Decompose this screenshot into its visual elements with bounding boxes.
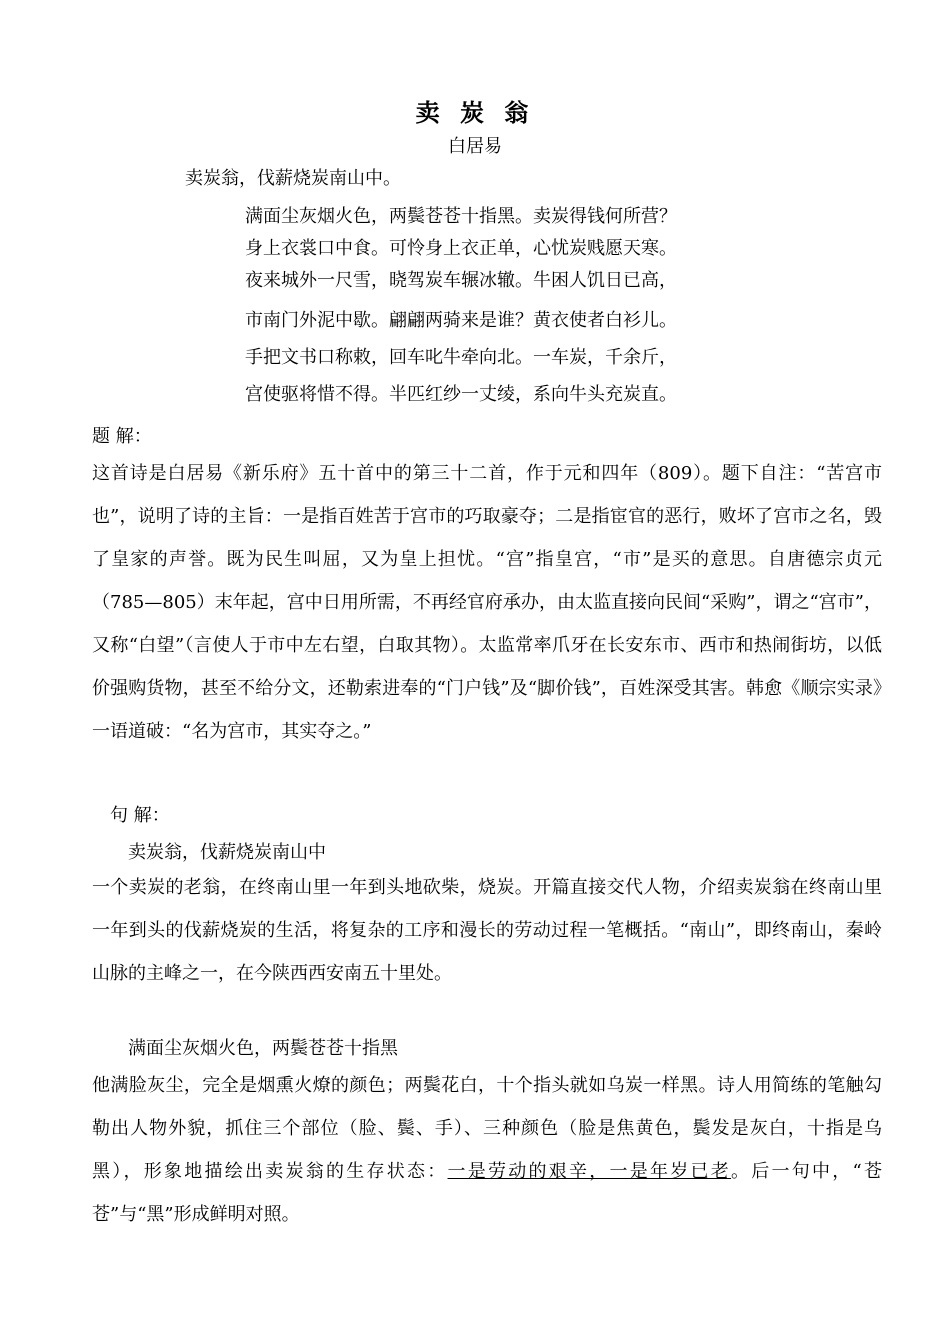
poem-line: 夜来城外一尺雪，晓驾炭车辗冰辙。牛困人饥日已高， bbox=[245, 270, 677, 291]
ju-jie-quote-2: 满面尘灰烟火色，两鬓苍苍十指黑 bbox=[128, 1038, 398, 1059]
paragraph-text: 。后一句中，“苍苍”与“黑”形成鲜明对照。 bbox=[92, 1161, 883, 1225]
poem-line: 市南门外泥中歇。翩翩两骑来是谁？黄衣使者白衫儿。 bbox=[245, 310, 677, 331]
poem-line: 身上衣裳口中食。可怜身上衣正单，心忧炭贱愿天寒。 bbox=[245, 238, 677, 259]
ti-jie-heading: 题 解： bbox=[92, 426, 152, 447]
poem-line: 满面尘灰烟火色，两鬓苍苍十指黑。卖炭得钱何所营？ bbox=[245, 206, 677, 227]
ju-jie-paragraph-2 bbox=[92, 1064, 882, 1236]
poem-first-line: 卖炭翁，伐薪烧炭南山中。 bbox=[185, 168, 401, 189]
ju-jie-heading: 句 解： bbox=[110, 805, 170, 826]
paragraph-text: 他满脸灰尘，完全是烟熏火燎的颜色；两鬓花白，十个指头就如乌炭一样黑。诗人用简练的笔触勾勒出人物外貌，抓住三个部位（脸、鬓、手）、三种颜色（脸是焦黄色，鬓发是灰白，十指是乌黑），形象地描绘出卖炭翁的生存状态： bbox=[92, 1075, 882, 1182]
underlined-phrase: 一是劳动的艰辛，一是年岁已老 bbox=[447, 1161, 732, 1182]
poem-line: 宫使驱将惜不得。半匹红纱一丈绫，系向牛头充炭直。 bbox=[245, 384, 677, 405]
ju-jie-paragraph-1: 一个卖炭的老翁，在终南山里一年到头地砍柴，烧炭。开篇直接交代人物，介绍卖炭翁在终南山里一年到头的伐薪烧炭的生活，将复杂的工序和漫长的劳动过程一笔概括。“南山”，即终南山，秦岭山脉的主峰之一，在今陕西西安南五十里处。 bbox=[92, 877, 882, 984]
poem-title: 卖 炭 翁 bbox=[415, 98, 535, 127]
poem-author: 白居易 bbox=[448, 136, 502, 157]
poem-line: 手把文书口称敕，回车叱牛牵向北。一车炭，千余斤， bbox=[245, 347, 677, 368]
ju-jie-quote-1: 卖炭翁，伐薪烧炭南山中 bbox=[128, 842, 326, 863]
ti-jie-paragraph: 这首诗是白居易《新乐府》五十首中的第三十二首，作于元和四年（809）。题下自注：“苦宫市也”，说明了诗的主旨：一是指百姓苦于宫市的巧取豪夺；二是指宦官的恶行，败坏了宫市之名，毁了皇家的声誉。既为民生叫屈，又为皇上担忧。“宫”指皇宫，“市”是买的意思。自唐德宗贞元（785—805）末年起，宫中日用所需，不再经官府承办，由太监直接向民间“采购”，谓之“宫市”，又称“白望”（言使人于市中左右望，白取其物）。太监常率爪牙在长安东市、西市和热闹街坊，以低价强购货物，甚至不给分文，还勒索进奉的“门户钱”及“脚价钱”，百姓深受其害。韩愈《顺宗实录》一语道破：“名为宫市，其实夺之。” bbox=[92, 463, 882, 742]
